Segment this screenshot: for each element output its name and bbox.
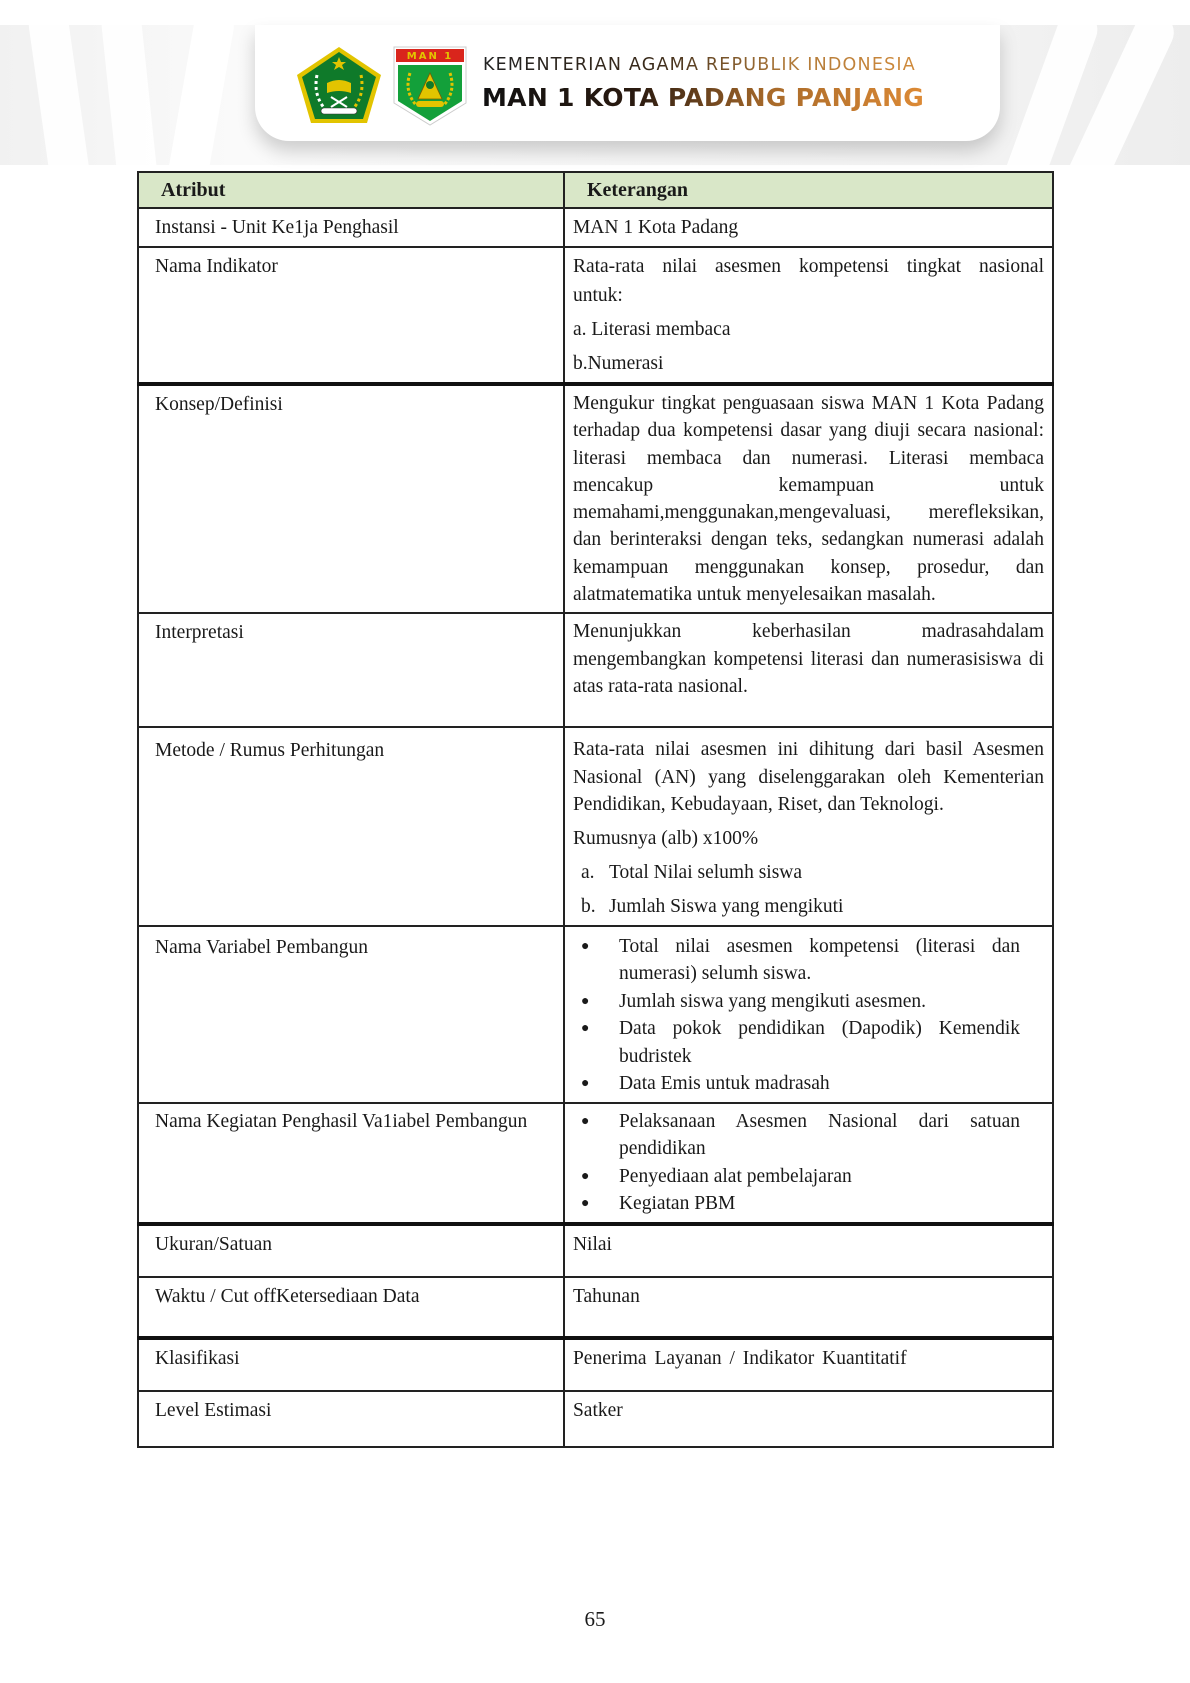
bullet-item: ● Kegiatan PBM xyxy=(573,1190,1044,1218)
table-header-row xyxy=(138,172,1053,208)
attribute-cell: Ukuran/Satuan xyxy=(138,1224,564,1277)
value-cell: Penerima Layanan / Indikator Kuantitatif xyxy=(564,1338,1053,1391)
formula-text: Rumusnya (alb) x100% xyxy=(572,827,759,849)
list-text: Numerasi xyxy=(587,353,664,374)
list-item xyxy=(573,315,1044,344)
school-name: MAN 1 KOTA PADANG PANJANG xyxy=(482,83,925,112)
decorative-stripe xyxy=(163,25,237,165)
decorative-stripe xyxy=(100,25,161,165)
indicator-attribute-table xyxy=(137,171,1054,1448)
attribute-cell: Metode / Rumus Perhitungan xyxy=(138,727,564,926)
value-cell: MAN 1 Kota Padang xyxy=(564,208,1053,247)
table-row xyxy=(138,1277,1053,1338)
value-text: Rata-rata nilai asesmen ini dihitung dari basil Asesmen Nasional (AN) yang diselenggarakan oleh Kementerian Pendidikan, Kebudayaan, Riset, dan Teknologi. xyxy=(572,739,1044,816)
list-text: Jumlah Siswa yang mengikuti xyxy=(608,895,844,917)
list-marker: b. xyxy=(580,895,596,917)
bullet-icon: ● xyxy=(580,938,590,954)
list-item xyxy=(573,349,1044,378)
kemenag-logo-icon xyxy=(295,45,383,125)
column-header-keterangan: Keterangan xyxy=(564,172,1053,208)
page-number: 65 xyxy=(584,1607,606,1631)
attribute-cell: Waktu / Cut offKetersediaan Data xyxy=(138,1277,564,1338)
table-row xyxy=(138,926,1053,1103)
attribute-cell: Interpretasi xyxy=(138,613,564,727)
attribute-cell: Konsep/Definisi xyxy=(138,384,564,613)
value-cell: Menunjukkan keberhasilan madrasahdalam mengembangkan kompetensi literasi dan numerasisiswa di atas rata-rata nasional. xyxy=(564,613,1053,727)
bullet-item: ● Jumlah siswa yang mengikuti asesmen. xyxy=(573,988,1044,1016)
bullet-item: ● Total nilai asesmen kompetensi (literasi dan numerasi) selumh siswa. xyxy=(573,933,1044,988)
list-text: Total Nilai selumh siswa xyxy=(608,861,803,883)
header-card xyxy=(255,25,1000,141)
attribute-cell: Level Estimasi xyxy=(138,1391,564,1447)
table-row xyxy=(138,1224,1053,1277)
table-row xyxy=(138,1338,1053,1391)
value-cell xyxy=(564,926,1053,1103)
value-cell: Nilai xyxy=(564,1224,1053,1277)
attribute-cell: Nama Kegiatan Penghasil Va1iabel Pembangun xyxy=(138,1103,564,1224)
value-cell xyxy=(564,727,1053,926)
bullet-item: ● Penyediaan alat pembelajaran xyxy=(573,1163,1044,1191)
man1-logo-icon xyxy=(392,45,468,127)
bullet-item: ● Data pokok pendidikan (Dapodik) Kemendik budristek xyxy=(573,1015,1044,1070)
attribute-cell: Klasifikasi xyxy=(138,1338,564,1391)
svg-text:MAN 1: MAN 1 xyxy=(406,51,454,62)
value-cell: Mengukur tingkat penguasaan siswa MAN 1 Kota Padang terhadap dua kompetensi dasar yang diuji secara nasional: literasi membaca dan numerasi. Literasi membaca mencakup kemampuan untuk memahami,menggunakan,mengevaluasi, merefleksikan, dan berinteraksi dengan teks, sedangkan numerasi adalah kemampuan menggunakan konsep, prosedur, dan alatmatematika untuk menyelesaikan masalah. xyxy=(564,384,1053,613)
table-row xyxy=(138,208,1053,247)
list-marker: a. xyxy=(572,319,587,340)
bullet-icon: ● xyxy=(580,1021,590,1037)
value-cell xyxy=(564,1103,1053,1224)
bullet-icon: ● xyxy=(580,1168,590,1184)
bullet-icon: ● xyxy=(580,1113,590,1129)
table-row xyxy=(138,384,1053,613)
attribute-cell: Instansi - Unit Ke1ja Penghasil xyxy=(138,208,564,247)
list-marker: b. xyxy=(572,353,588,374)
table-row xyxy=(138,247,1053,384)
column-header-atribut: Atribut xyxy=(138,172,564,208)
bullet-icon: ● xyxy=(580,1076,590,1092)
bullet-item: ● Data Emis untuk madrasah xyxy=(573,1070,1044,1098)
bullet-item: ● Pelaksanaan Asesmen Nasional dari satuan pendidikan xyxy=(573,1108,1044,1163)
attribute-cell: Nama Indikator xyxy=(138,247,564,384)
table-row xyxy=(138,613,1053,727)
value-cell: Satker xyxy=(564,1391,1053,1447)
list-text: Literasi membaca xyxy=(591,319,731,340)
list-item xyxy=(573,858,1044,887)
attribute-cell: Nama Variabel Pembangun xyxy=(138,926,564,1103)
list-marker: a. xyxy=(580,861,595,883)
value-cell: Tahunan xyxy=(564,1277,1053,1338)
table-row xyxy=(138,1391,1053,1447)
table-row xyxy=(138,1103,1053,1224)
value-text: Rata-rata nilai asesmen kompetensi tingkat nasional untuk: xyxy=(572,256,1044,306)
bullet-icon: ● xyxy=(580,1196,590,1212)
list-item xyxy=(573,892,1044,921)
bullet-icon: ● xyxy=(580,993,590,1009)
decorative-stripe xyxy=(26,25,93,165)
ministry-name: KEMENTERIAN AGAMA REPUBLIK INDONESIA xyxy=(483,55,916,75)
value-cell xyxy=(564,247,1053,384)
table-row xyxy=(138,727,1053,926)
